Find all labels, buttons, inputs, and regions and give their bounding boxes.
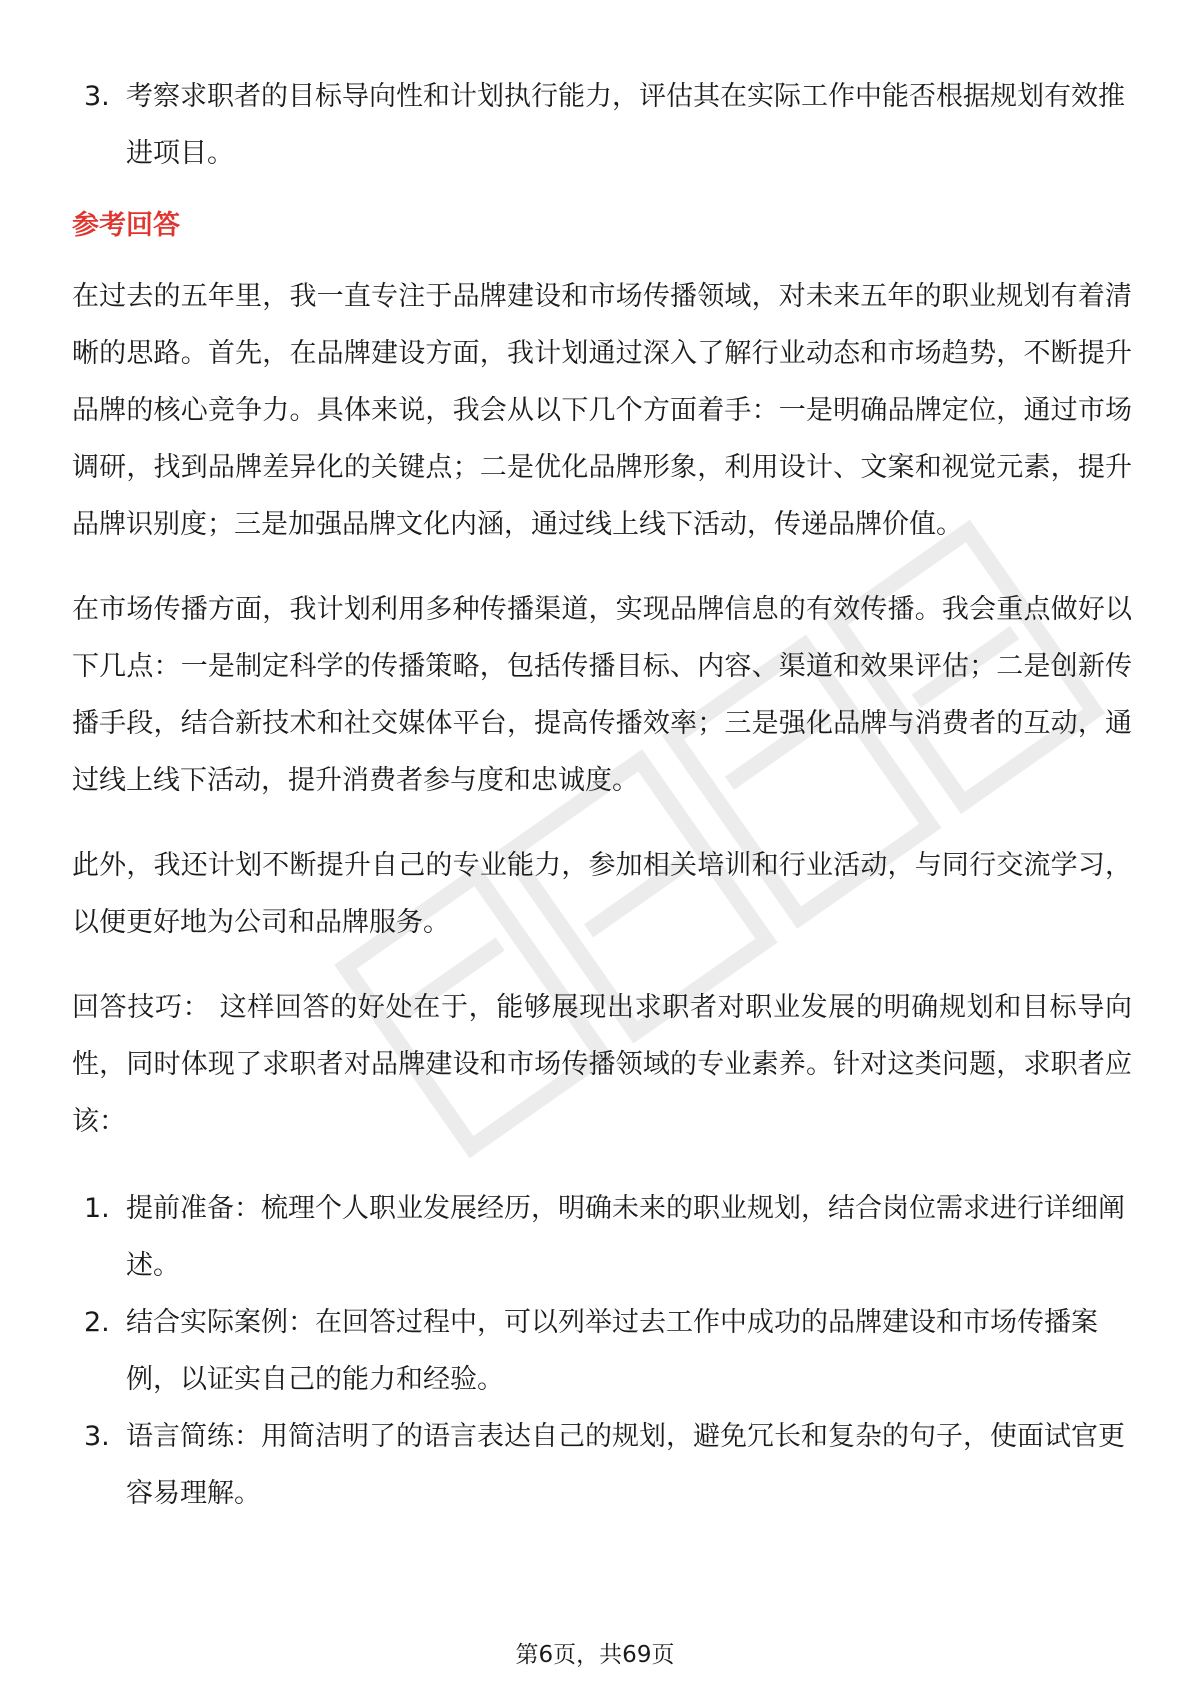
answer-paragraph: 在过去的五年里，我一直专注于品牌建设和市场传播领域，对未来五年的职业规划有着清晰的思路。首先，在品牌建设方面，我计划通过深入了解行业动态和市场趋势，不断提升品牌的核心竞争力。具体来说，我会从以下几个方面着手：一是明确品牌定位，通过市场调研，找到品牌差异化的关键点；二是优化品牌形象，利用设计、文案和视觉元素，提升品牌识别度；三是加强品牌文化内涵，通过线上线下活动，传递品牌价值。 — [72, 281, 1132, 540]
list-number: 3. — [84, 1421, 110, 1452]
list-item — [72, 1294, 1132, 1408]
list-item — [72, 1408, 1132, 1522]
page-footer: 第6页，共69页 — [515, 1642, 675, 1668]
tips-list — [72, 1180, 1132, 1522]
list-item-text: 提前准备：梳理个人职业发展经历，明确未来的职业规划，结合岗位需求进行详细阐述。 — [126, 1193, 1125, 1281]
list-item-text: 结合实际案例：在回答过程中，可以列举过去工作中成功的品牌建设和市场传播案例，以证实自己的能力和经验。 — [126, 1307, 1098, 1395]
answer-paragraph: 在市场传播方面，我计划利用多种传播渠道，实现品牌信息的有效传播。我会重点做好以下几点：一是制定科学的传播策略，包括传播目标、内容、渠道和效果评估；二是创新传播手段，结合新技术和社交媒体平台，提高传播效率；三是强化品牌与消费者的互动，通过线上线下活动，提升消费者参与度和忠诚度。 — [72, 594, 1132, 796]
list-number: 2. — [84, 1307, 110, 1338]
section-title: 参考回答 — [72, 210, 180, 241]
list-item-text: 语言简练：用简洁明了的语言表达自己的规划，避免冗长和复杂的句子，使面试官更容易理解。 — [126, 1421, 1125, 1509]
list-number: 3. — [84, 81, 110, 112]
list-item-text: 考察求职者的目标导向性和计划执行能力，评估其在实际工作中能否根据规划有效推进项目。 — [126, 81, 1125, 169]
answer-paragraph: 此外，我还计划不断提升自己的专业能力，参加相关培训和行业活动，与同行交流学习，以便更好地为公司和品牌服务。 — [72, 850, 1132, 938]
list-item — [72, 1180, 1132, 1294]
answer-tips-paragraph: 回答技巧： 这样回答的好处在于，能够展现出求职者对职业发展的明确规划和目标导向性，同时体现了求职者对品牌建设和市场传播领域的专业素养。针对这类问题，求职者应该： — [72, 992, 1132, 1137]
list-number: 1. — [84, 1193, 110, 1224]
page-content — [72, 68, 1132, 1522]
list-item — [72, 68, 1132, 182]
evaluation-points-list — [72, 68, 1132, 182]
